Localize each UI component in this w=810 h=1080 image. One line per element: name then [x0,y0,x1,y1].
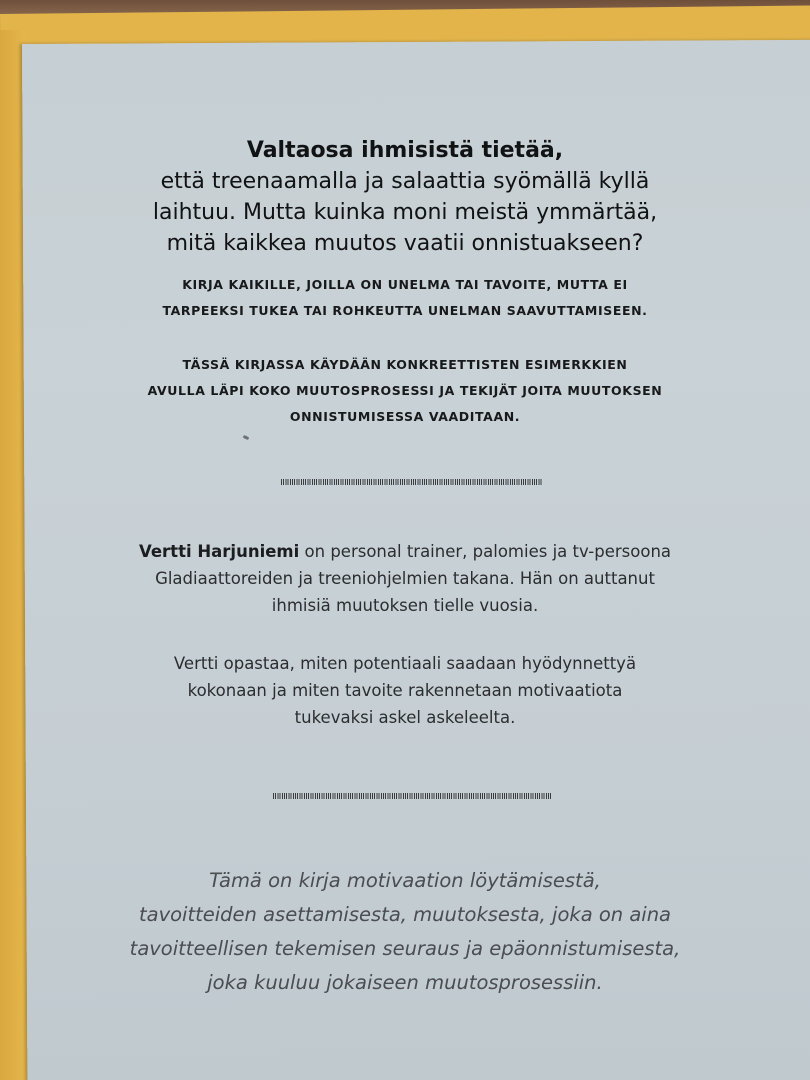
hatched-divider-2 [273,793,551,799]
quote-line-4: joka kuuluu jokaiseen muutosprosessiin. [207,971,603,994]
headline-line-3: laihtuu. Mutta kuinka moni meistä ymmärtää, [152,200,658,225]
bio-paragraph-2-line-2: kokonaan ja miten tavoite rakennetaan motivaatiota [187,681,623,700]
bio-paragraph-2 [0,650,810,731]
bio-paragraph-1-line-1 [0,538,810,565]
bio-paragraph-1-line-3: ihmisiä muutoksen tielle vuosia. [271,596,539,615]
bio-paragraph-1-line-1-rest: on personal trainer, palomies ja tv-persoona [299,542,672,561]
bio-paragraph-2-line-3: tukevaksi askel askeleelta. [294,708,516,727]
bio-paragraph-2-line-1: Vertti opastaa, miten potentiaali saadaan hyödynnettyä [173,654,637,673]
caps-paragraph-1-line-2: TARPEEKSI TUKEA TAI ROHKEUTTA UNELMAN SAAVUTTAMISEEN. [162,303,648,318]
headline-line-1: Valtaosa ihmisistä tietää, [246,138,564,163]
bio-paragraph-1 [0,538,810,619]
author-name: Vertti Harjuniemi [138,542,300,561]
closing-quote [0,864,810,1000]
quote-line-1: Tämä on kirja motivaation löytämisestä, [209,869,601,892]
headline-line-4: mitä kaikkea muutos vaatii onnistuakseen? [166,231,644,256]
caps-paragraph-1-line-1: KIRJA KAIKILLE, JOILLA ON UNELMA TAI TAVOITE, MUTTA EI [182,277,628,292]
caps-paragraph-2-line-2: AVULLA LÄPI KOKO MUUTOSPROSESSI JA TEKIJÄT JOITA MUUTOKSEN [147,383,663,398]
caps-paragraph-2-line-1: TÄSSÄ KIRJASSA KÄYDÄÄN KONKREETTISTEN ESIMERKKIEN [182,357,628,372]
caps-paragraph-2-line-3: ONNISTUMISESSA VAADITAAN. [289,409,521,424]
headline [0,135,810,259]
quote-line-2: tavoitteiden asettamisesta, muutoksesta, joka on aina [138,903,672,926]
headline-line-2: että treenaamalla ja salaattia syömällä kyllä [160,169,650,194]
hatched-divider-1 [281,479,543,485]
caps-paragraph-2 [0,352,810,430]
caps-paragraph-1 [0,272,810,324]
bio-paragraph-1-line-2: Gladiaattoreiden ja treeniohjelmien takana. Hän on auttanut [155,569,655,588]
quote-line-3: tavoitteellisen tekemisen seuraus ja epäonnistumisesta, [129,937,681,960]
